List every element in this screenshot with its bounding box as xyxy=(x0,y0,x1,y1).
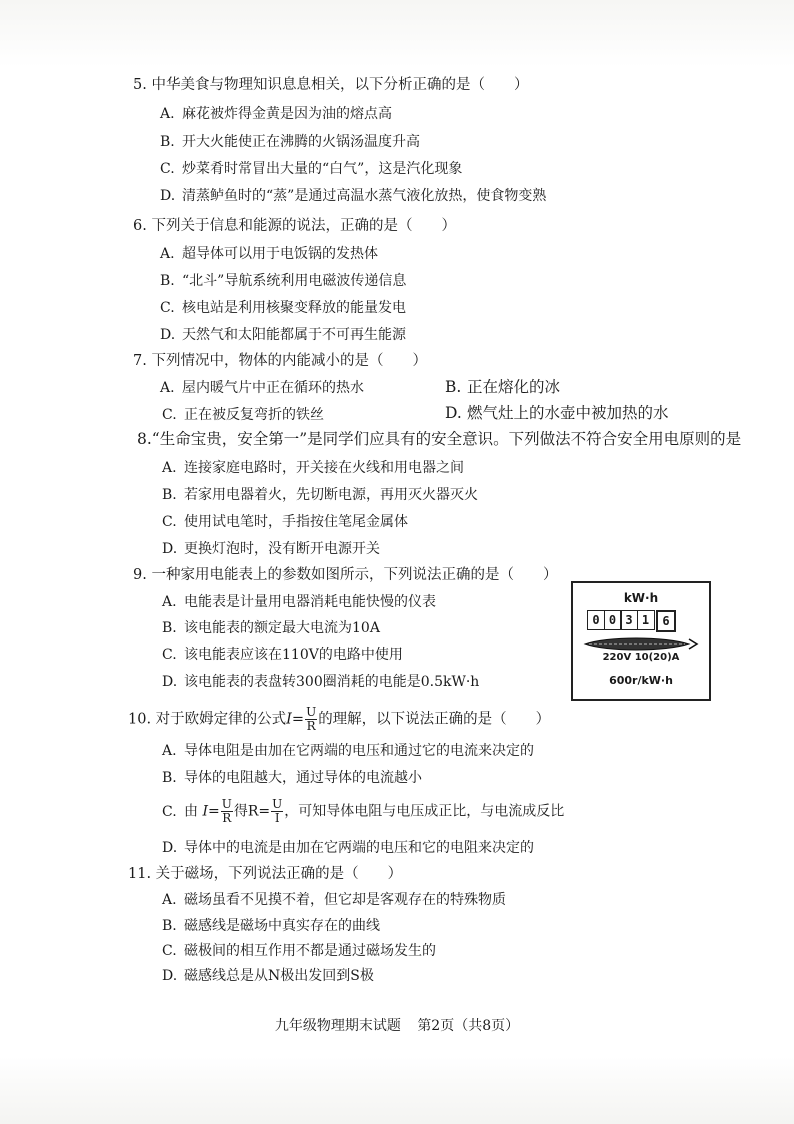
question-number: 7. xyxy=(133,353,147,369)
meter-rating: 220V 10(20)A xyxy=(602,652,680,663)
question-6-option-c: C. 核电站是利用核聚变释放的能量发电 xyxy=(160,300,406,316)
question-7-option-a: A. 屋内暖气片中正在循环的热水 xyxy=(160,380,364,396)
question-10-option-d: D. 导体中的电流是由加在它两端的电压和它的电阻来决定的 xyxy=(162,840,534,856)
meter-digit: 3 xyxy=(620,610,638,630)
question-7-stem xyxy=(133,351,427,371)
formula-lhs: I= xyxy=(286,711,305,728)
meter-digit: 0 xyxy=(587,610,605,630)
question-10-option-a: A. 导体电阻是由加在它两端的电压和通过它的电流来决定的 xyxy=(162,743,534,759)
question-5-option-b: B. 开大火能使正在沸腾的火锅汤温度升高 xyxy=(160,134,420,150)
question-8-option-d: D. 更换灯泡时，没有断开电源开关 xyxy=(162,541,380,557)
meter-disc-icon xyxy=(581,635,701,653)
question-11-option-c: C. 磁极间的相互作用不都是通过磁场发生的 xyxy=(162,943,436,959)
question-8-option-b: B. 若家用电器着火，先切断电源，再用灭火器灭火 xyxy=(162,487,478,503)
question-7-option-d: D. 燃气灶上的水壶中被加热的水 xyxy=(445,404,669,422)
question-9-option-d: D. 该电能表的表盘转300圈消耗的电能是0.5kW·h xyxy=(162,674,480,690)
formula-fraction: $\frac{U}{I}$ xyxy=(272,797,283,825)
question-number: 9. xyxy=(133,567,147,583)
question-number: 6. xyxy=(133,218,147,234)
question-6-option-a: A. 超导体可以用于电饭锅的发热体 xyxy=(160,246,378,262)
question-9-stem xyxy=(133,565,557,585)
meter-digits xyxy=(587,610,675,632)
question-text: “生命宝贵，安全第一”是同学们应具有的安全意识。下列做法不符合安全用电原则的是 xyxy=(151,430,742,448)
question-7-option-c: C. 正在被反复弯折的铁丝 xyxy=(162,407,324,423)
question-11-option-a: A. 磁场虽看不见摸不着，但它却是客观存在的特殊物质 xyxy=(162,892,506,908)
question-5-option-a: A. 麻花被炸得金黄是因为油的熔点高 xyxy=(160,106,392,122)
question-text-continued: 的理解，以下说法正确的是（ ） xyxy=(318,711,551,728)
question-6-option-b: B. “北斗”导航系统利用电磁波传递信息 xyxy=(160,273,407,289)
question-5-option-c: C. 炒菜肴时常冒出大量的“白气”，这是汽化现象 xyxy=(160,161,463,177)
question-11-option-d: D. 磁感线总是从N极出发回到S极 xyxy=(162,968,374,984)
question-5-stem xyxy=(133,75,528,95)
question-number: 5. xyxy=(133,77,147,93)
meter-digit: 0 xyxy=(604,610,622,630)
formula-fraction: $\frac{U}{R}$ xyxy=(221,797,232,825)
meter-revolutions: 600r/kW·h xyxy=(609,674,673,687)
energy-meter-figure xyxy=(571,581,711,701)
meter-decimal-digit: 6 xyxy=(656,610,676,632)
question-6-stem xyxy=(133,216,456,236)
question-7-option-b: B. 正在熔化的冰 xyxy=(445,378,561,396)
question-8-stem xyxy=(137,429,741,449)
question-10-option-b: B. 导体的电阻越大，通过导体的电流越小 xyxy=(162,770,422,786)
question-10-stem xyxy=(128,706,550,733)
question-text: 关于磁场，下列说法正确的是（ ） xyxy=(155,866,403,882)
question-number: 8. xyxy=(137,430,152,448)
question-8-option-a: A. 连接家庭电路时，开关接在火线和用电器之间 xyxy=(162,460,464,476)
question-9-option-a: A. 电能表是计量用电器消耗电能快慢的仪表 xyxy=(162,594,436,610)
question-number: 10. xyxy=(128,711,152,728)
question-text: 中华美食与物理知识息息相关，以下分析正确的是（ ） xyxy=(151,77,529,93)
question-text: 一种家用电能表上的参数如图所示，下列说法正确的是（ ） xyxy=(151,567,558,583)
question-6-option-d: D. 天然气和太阳能都属于不可再生能源 xyxy=(160,327,406,343)
question-text: 下列情况中，物体的内能减小的是（ ） xyxy=(151,353,427,369)
page-footer xyxy=(0,1015,794,1035)
question-10-option-c: C. 由 I= $\frac{U}{R}$ 得R= $\frac{U}{I}$ ，可知导体电阻与电压成正比，与电流成反比 xyxy=(162,797,565,825)
question-9-option-c: C. 该电能表应该在110V的电路中使用 xyxy=(162,647,403,663)
exam-title: 九年级物理期末试题 xyxy=(274,1018,401,1034)
meter-digit: 1 xyxy=(637,610,655,630)
question-text: 对于欧姆定律的公式 xyxy=(155,711,287,728)
question-9-option-b: B. 该电能表的额定最大电流为10A xyxy=(162,620,380,636)
ohm-law-fraction: $\frac{U}{R}$ xyxy=(306,705,317,733)
question-text: 下列关于信息和能源的说法，正确的是（ ） xyxy=(151,218,456,234)
question-5-option-d: D. 清蒸鲈鱼时的“蒸”是通过高温水蒸气液化放热，使食物变熟 xyxy=(160,188,547,204)
question-11-stem xyxy=(128,864,402,884)
meter-unit: kW·h xyxy=(623,591,659,605)
question-11-option-b: B. 磁感线是磁场中真实存在的曲线 xyxy=(162,918,380,934)
question-number: 11. xyxy=(128,866,152,882)
page-number: 第2页（共8页） xyxy=(417,1018,520,1034)
question-8-option-c: C. 使用试电笔时，手指按住笔尾金属体 xyxy=(162,514,408,530)
